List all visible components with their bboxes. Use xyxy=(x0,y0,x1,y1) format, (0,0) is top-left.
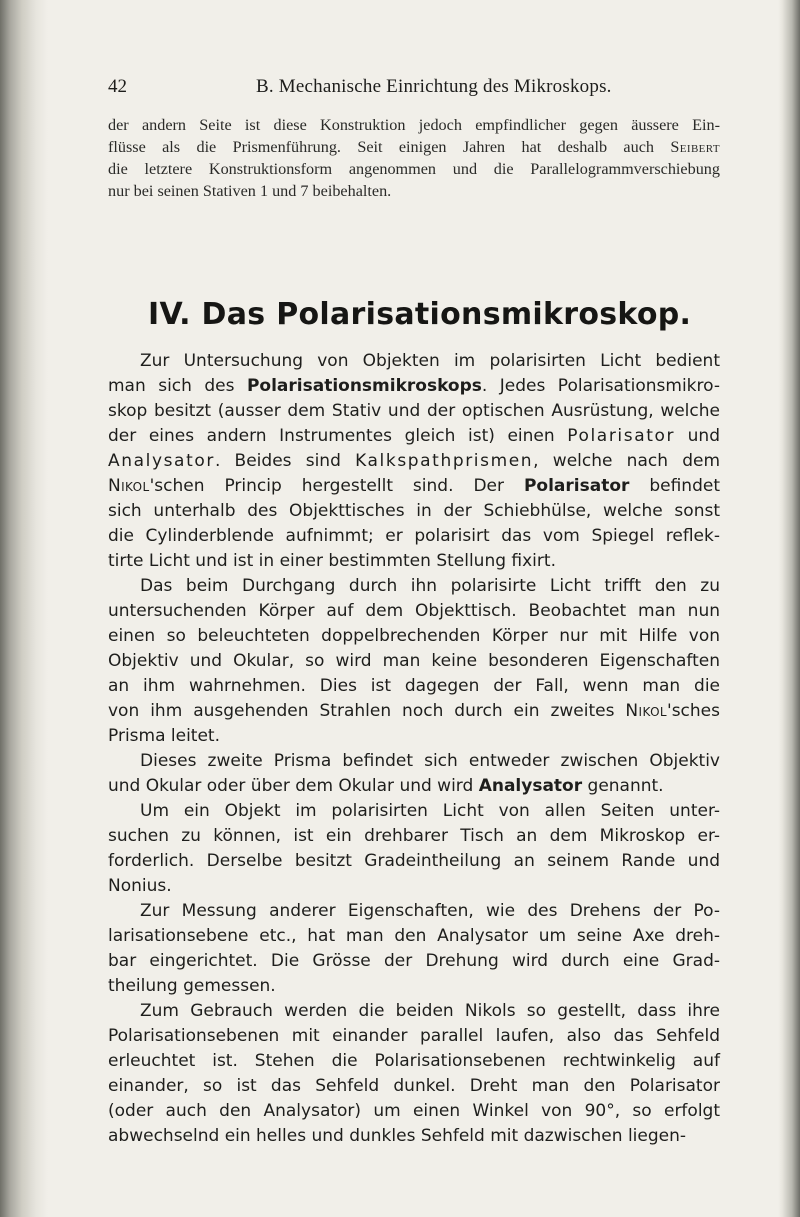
body-line: Nonius. xyxy=(108,876,172,896)
body-line: die Cylinderblende aufnimmt; er polarisirt das vom Spiegel reflek- xyxy=(108,526,720,546)
body-line: Um ein Objekt im polarisirten Licht von allen Seiten unter- xyxy=(140,801,720,821)
body-line: einander, so ist das Sehfeld dunkel. Dreht man den Polarisator xyxy=(108,1076,720,1096)
intro-line: nur bei seinen Stativen 1 und 7 beibehalten. xyxy=(108,182,392,200)
body-line: Das beim Durchgang durch ihn polarisirte Licht trifft den zu xyxy=(140,576,720,596)
running-head xyxy=(108,76,728,102)
body-line: Zur Untersuchung von Objekten im polarisirten Licht bedient xyxy=(140,351,720,371)
body-line: Prisma leitet. xyxy=(108,726,221,746)
body-line: Objektiv und Okular, so wird man keine besonderen Eigenschaften xyxy=(108,651,720,671)
body-line: Nikol'schen Princip hergestellt sind. Der Polarisator befindet xyxy=(108,476,720,496)
body-line: tirte Licht und ist in einer bestimmten Stellung fixirt. xyxy=(108,551,556,571)
body-line: an ihm wahrnehmen. Dies ist dagegen der Fall, wenn man die xyxy=(108,676,720,696)
body-line: Zur Messung anderer Eigenschaften, wie des Drehens der Po- xyxy=(140,901,720,921)
body-line: und Okular oder über dem Okular und wird Analysator genannt. xyxy=(108,776,664,796)
body-line: erleuchtet ist. Stehen die Polarisationsebenen rechtwinkelig auf xyxy=(108,1051,720,1071)
body-line: einen so beleuchteten doppelbrechenden Körper nur mit Hilfe von xyxy=(108,626,720,646)
body-line: untersuchenden Körper auf dem Objekttisch. Beobachtet man nun xyxy=(108,601,720,621)
body-line: (oder auch den Analysator) um einen Winkel von 90°, so erfolgt xyxy=(108,1101,720,1121)
body-line: sich unterhalb des Objekttisches in der Schiebhülse, welche sonst xyxy=(108,501,720,521)
body-line: larisationsebene etc., hat man den Analysator um seine Axe dreh- xyxy=(108,926,720,946)
page-number: 42 xyxy=(108,76,127,97)
body-line: abwechselnd ein helles und dunkles Sehfeld mit dazwischen liegen- xyxy=(108,1126,687,1146)
body-line: forderlich. Derselbe besitzt Gradeintheilung an seinem Rande und xyxy=(108,851,720,871)
body-line: theilung gemessen. xyxy=(108,976,276,996)
body-line: Polarisationsebenen mit einander parallel laufen, also das Sehfeld xyxy=(108,1026,720,1046)
body-line: man sich des Polarisationsmikroskops. Jedes Polarisationsmikro- xyxy=(108,376,720,396)
intro-paragraph xyxy=(108,114,720,202)
intro-line: der andern Seite ist diese Konstruktion jedoch empfindlicher gegen äussere Ein- xyxy=(108,116,720,134)
section-heading: IV. Das Polarisationsmikroskop. xyxy=(148,297,692,332)
body-line: skop besitzt (ausser dem Stativ und der optischen Ausrüstung, welche xyxy=(108,401,720,421)
body-line: Zum Gebrauch werden die beiden Nikols so gestellt, dass ihre xyxy=(140,1001,720,1021)
body-text xyxy=(108,349,720,1149)
body-line: Dieses zweite Prisma befindet sich entweder zwischen Objektiv xyxy=(140,751,720,771)
body-line: Analysator. Beides sind Kalkspathprismen, welche nach dem xyxy=(108,451,720,471)
intro-line: die letztere Konstruktionsform angenommen und die Parallelogrammverschiebung xyxy=(108,160,720,178)
body-line: suchen zu können, ist ein drehbarer Tisch an dem Mikroskop er- xyxy=(108,826,720,846)
body-line: von ihm ausgehenden Strahlen noch durch ein zweites Nikol'sches xyxy=(108,701,720,721)
body-line: bar eingerichtet. Die Grösse der Drehung wird durch eine Grad- xyxy=(108,951,720,971)
body-line: der eines andern Instrumentes gleich ist) einen Polarisator und xyxy=(108,426,720,446)
intro-line: flüsse als die Prismenführung. Seit einigen Jahren hat deshalb auch Seibert xyxy=(108,138,720,156)
running-title: B. Mechanische Einrichtung des Mikroskops. xyxy=(256,76,612,97)
